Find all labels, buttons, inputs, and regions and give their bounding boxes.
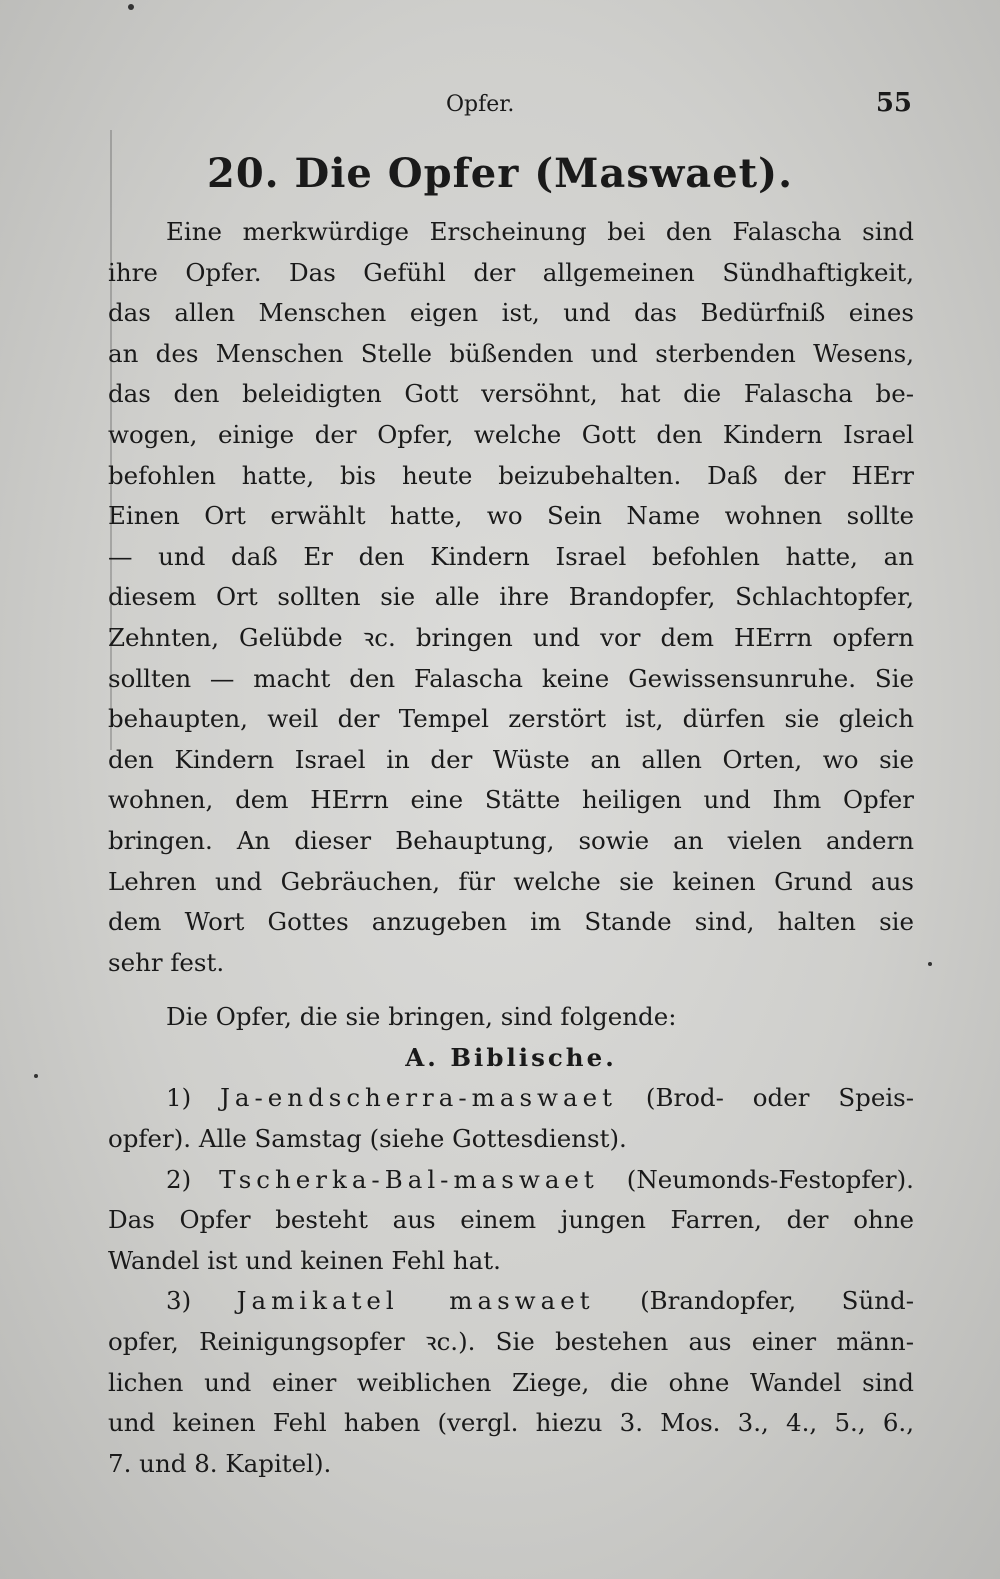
item-text: (Brod- oder Speis-: [645, 1083, 914, 1113]
text-line: und keinen Fehl haben (vergl. hiezu 3. Mos. 3., 4., 5., 6.,: [108, 1408, 914, 1438]
text-line: Einen Ort erwählt hatte, wo Sein Name wohnen sollte: [108, 501, 914, 531]
text-line: an des Menschen Stelle büßenden und sterbenden Wesens,: [108, 338, 914, 368]
paragraph-1: [108, 212, 914, 983]
list-item-first-line: [108, 1078, 914, 1119]
item-number: 1): [166, 1083, 192, 1113]
text-line: das den beleidigten Gott versöhnt, hat die Falascha be-: [108, 379, 914, 409]
text-line: ihre Opfer. Das Gefühl der allgemeinen Sündhaftigkeit,: [108, 257, 914, 287]
list-item-first-line: [108, 1160, 914, 1201]
text-line: Das Opfer besteht aus einem jungen Farren, der ohne: [108, 1205, 914, 1235]
ink-speck: [928, 962, 932, 966]
text-line: das allen Menschen eigen ist, und das Bedürfniß eines: [108, 298, 914, 328]
item-text: (Neumonds-Festopfer).: [626, 1164, 914, 1194]
paragraph-gap: [108, 983, 914, 997]
text-line: bringen. An dieser Behauptung, sowie an vielen andern: [108, 825, 914, 855]
text-line: lichen und einer weiblichen Ziege, die ohne Wandel sind: [108, 1367, 914, 1397]
text-line: diesem Ort sollten sie alle ihre Brandopfer, Schlachtopfer,: [108, 582, 914, 612]
text-line: Lehren und Gebräuchen, für welche sie keinen Grund aus: [108, 866, 914, 896]
text-line: Wandel ist und keinen Fehl hat.: [108, 1245, 501, 1275]
text-line: dem Wort Gottes anzugeben im Stande sind, halten sie: [108, 907, 914, 937]
text-line: befohlen hatte, bis heute beizubehalten. Daß der HErr: [108, 460, 914, 490]
item-number: 3): [166, 1286, 192, 1316]
list-item: [108, 1281, 914, 1484]
item-text: (Brandopfer, Sünd-: [640, 1286, 914, 1316]
chapter-title: 20. Die Opfer (Maswaet).: [206, 150, 793, 197]
text-line: sehr fest.: [108, 947, 225, 977]
text-line: opfer). Alle Samstag (siehe Gottesdienst).: [108, 1124, 627, 1154]
text-line: opfer, Reinigungsopfer ꝛc.). Sie bestehen aus einer männ-: [108, 1327, 914, 1357]
running-head: [0, 86, 1000, 126]
text-line: wohnen, dem HErrn eine Stätte heiligen und Ihm Opfer: [108, 785, 914, 815]
item-term: Jamikatel maswaet: [236, 1286, 595, 1316]
list-item: [108, 1160, 914, 1282]
text-line: wogen, einige der Opfer, welche Gott den Kindern Israel: [108, 419, 914, 449]
section-heading: A. Biblische.: [405, 1042, 617, 1072]
body-text: [108, 212, 914, 1484]
item-number: 2): [166, 1164, 192, 1194]
text-line: 7. und 8. Kapitel).: [108, 1448, 332, 1478]
paragraph-2: Die Opfer, die sie bringen, sind folgende:: [166, 1002, 677, 1032]
ink-speck: [34, 1074, 38, 1078]
page-number: 55: [875, 88, 912, 118]
text-line: Eine merkwürdige Erscheinung bei den Falascha sind: [166, 217, 914, 246]
text-line: den Kindern Israel in der Wüste an allen Orten, wo sie: [108, 744, 914, 774]
text-line: sollten — macht den Falascha keine Gewissensunruhe. Sie: [108, 663, 914, 693]
list-item-first-line: [108, 1281, 914, 1322]
ink-speck: [128, 4, 134, 10]
text-line: Zehnten, Gelübde ꝛc. bringen und vor dem HErrn opfern: [108, 622, 914, 652]
running-title: Opfer.: [446, 92, 515, 117]
text-line: — und daß Er den Kindern Israel befohlen hatte, an: [108, 541, 914, 571]
list-item: [108, 1078, 914, 1159]
item-term: Tscherka-Bal-maswaet: [219, 1164, 599, 1194]
text-line: behaupten, weil der Tempel zerstört ist, dürfen sie gleich: [108, 704, 914, 734]
item-term: Ja-endscherra-maswaet: [220, 1083, 617, 1113]
